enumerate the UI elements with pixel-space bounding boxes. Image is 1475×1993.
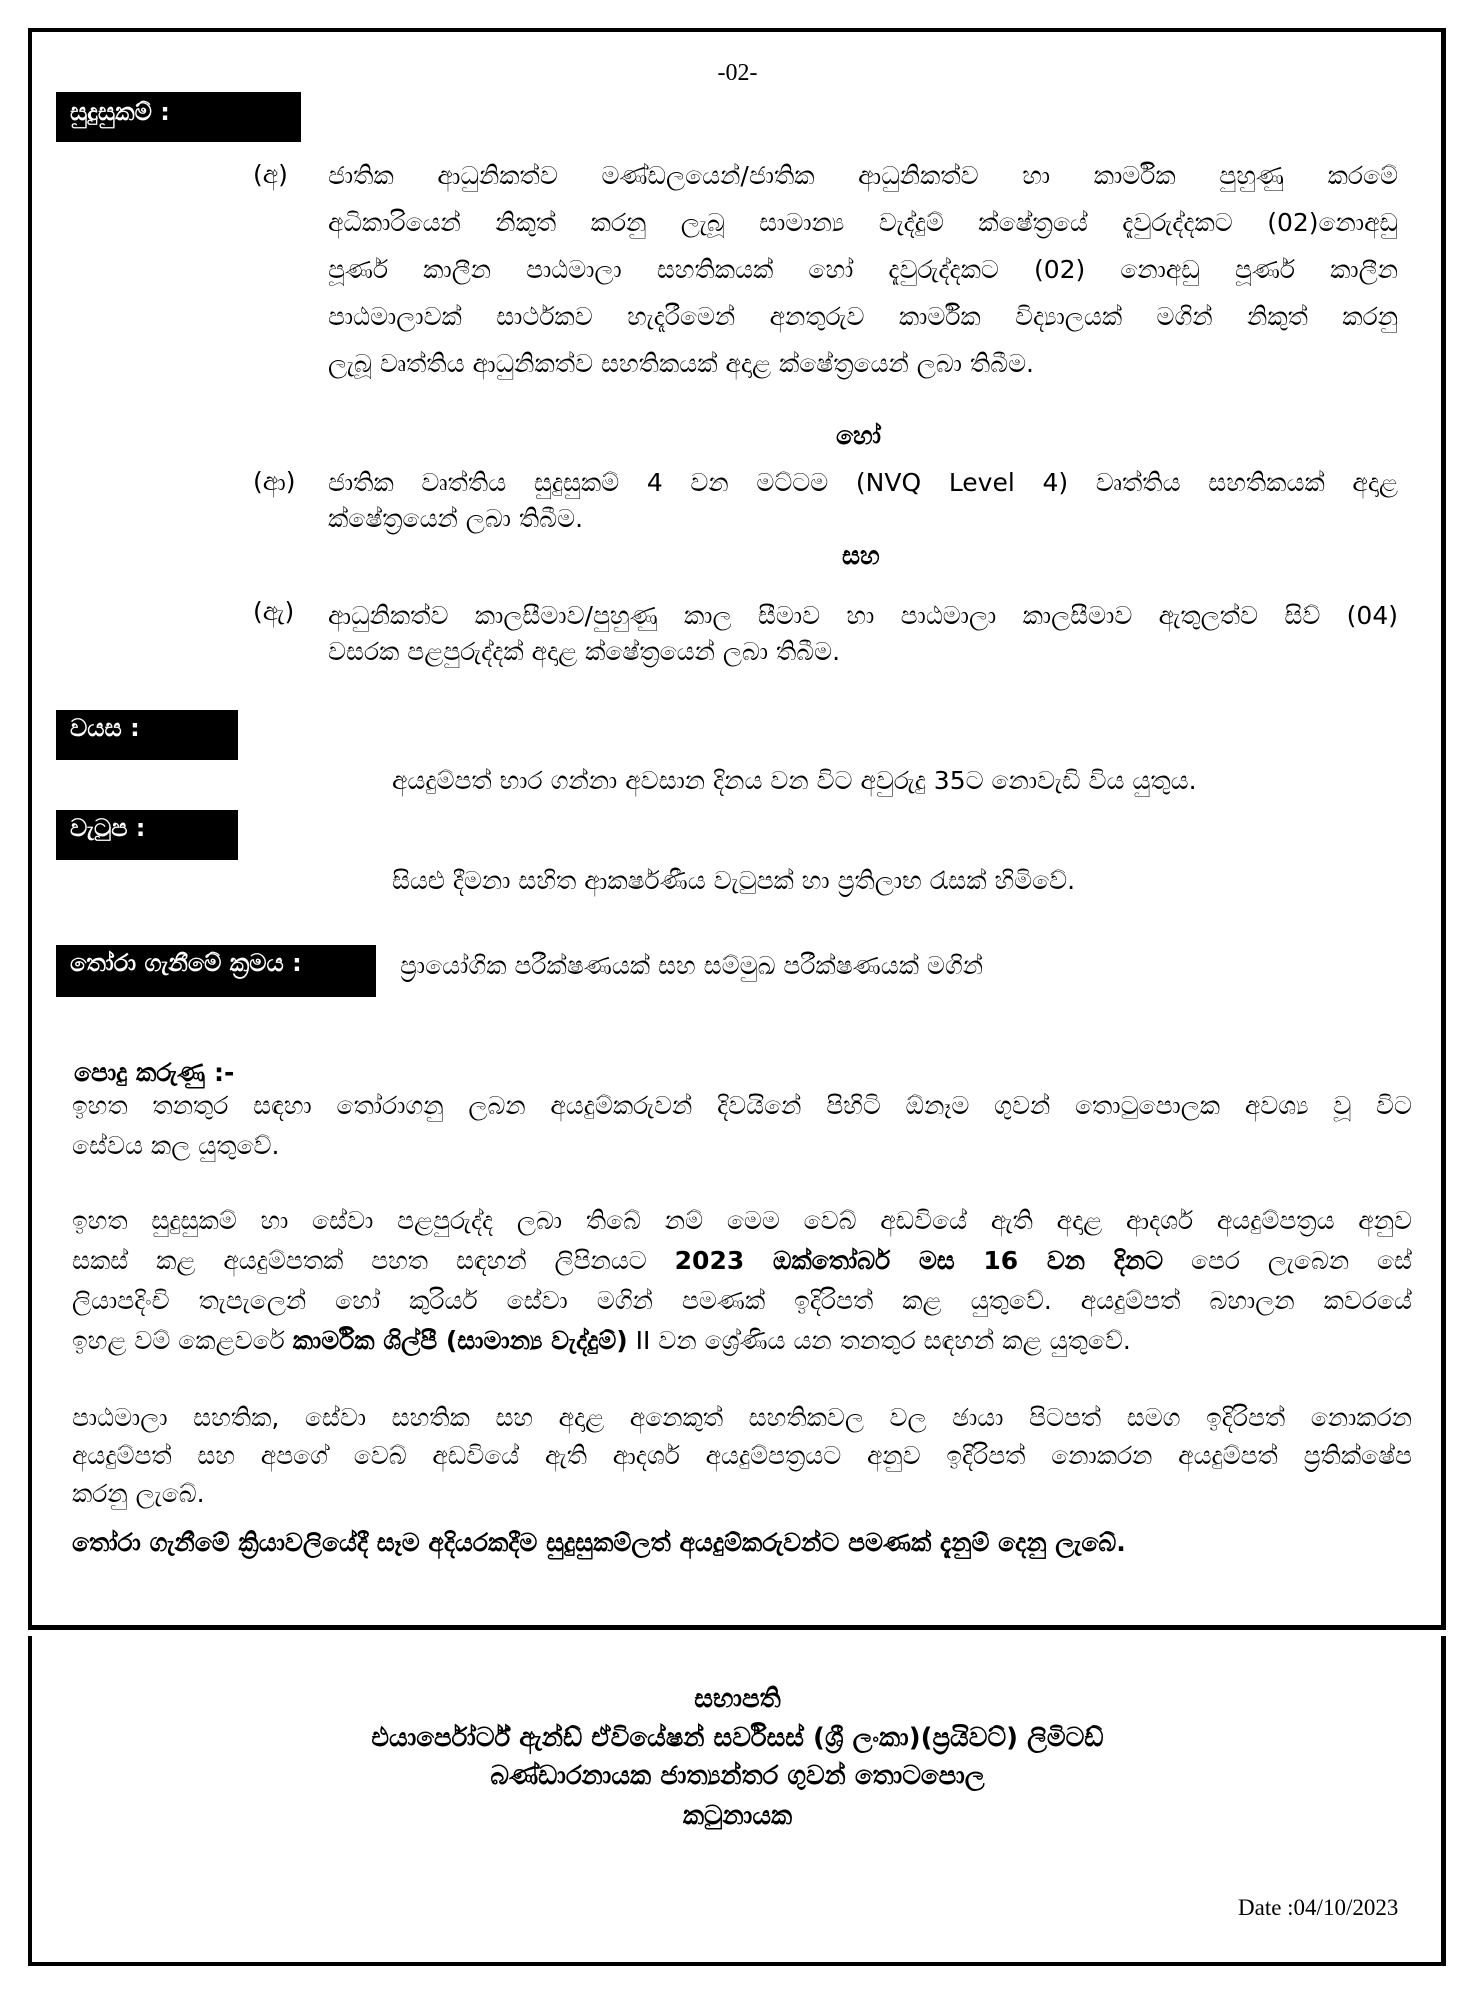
general-para-2-line: ලියාපදිංචි තැපැලෙන් හෝ කුරියර් සේවා මගින් පමණක් ඉදිරිපත් කළ යුතුවේ. අයදුම්පත් බහාලන කවරයේ	[72, 1286, 1412, 1315]
signatory-title: සභාපති	[694, 1684, 781, 1714]
item-a-line: ජාතික ආධුනිකත්ව මණ්ඩලයෙන්/ජාතික ආධුනිකත්ව හා කාර්මික පුහුණු කරමේ	[328, 161, 1398, 190]
selection-label: තෝරා ගැනීමේ ක්‍රමය :	[56, 945, 376, 997]
item-a-text	[328, 160, 1398, 395]
general-para-2	[72, 1205, 1412, 1365]
position-title: කාර්මික ශිල්පී (සාමාන්‍ය වැද්දුම්)	[292, 1326, 628, 1355]
document-date: Date :04/10/2023	[1238, 1895, 1399, 1920]
city-name: කටුනායක	[682, 1801, 793, 1831]
item-b-marker: (ආ)	[253, 467, 296, 496]
salary-text: සියළු දීමනා සහිත ආකර්ෂණීය වැටුපක් හා ප්‍රතිලාභ රැසක් හිමිවේ.	[392, 866, 1076, 895]
age-label: වයස :	[56, 710, 238, 760]
general-para-4: තෝරා ගැනීමේ ක්‍රියාවලියේදී සෑම අදියරකදීම සුදුසුකම්ලත් අයදුම්කරුවන්ට පමණක් දැනුම් දෙනු ලැබේ.	[72, 1528, 1126, 1557]
item-c-marker: (ඇ)	[253, 597, 295, 626]
deadline-prefix: සකස් කළ අයදුම්පතක් පහත සඳහන් ලිපිනයට	[72, 1246, 675, 1275]
general-heading: පොදු කරුණු :-	[74, 1058, 235, 1087]
qualifications-label: සුදුසුකම් :	[56, 92, 301, 142]
item-b-line: ජාතික වෘත්තිය සුදුසුකම් 4 වන මට්ටම (NVQ Level 4) වෘත්තිය සහතිකයක් අදාළ	[328, 468, 1398, 497]
item-a-line: පාඨමාලාවක් සාර්ථකව හැදෑරීමෙන් අනතුරුව කාර්මික විද්‍යාලයක් මගින් නිකුත් කරනු	[328, 302, 1398, 331]
deadline-date: 2023 ඔක්තෝබර් මස 16 වන දිනට	[674, 1246, 1164, 1275]
item-c-line: වසරක පළපුරුද්දක් අදාළ ක්ෂේත්‍රයෙන් ලබා තිබීම.	[328, 637, 841, 666]
general-para-1-line: ඉහත තනතුර සඳහා තෝරාගනු ලබන අයදුම්කරුවන් දිවයිනේ පිහිටි ඕනෑම ගුවන් තොටුපොලක අවශ්‍ය වූ විට	[72, 1091, 1412, 1120]
item-c-text	[328, 600, 1398, 672]
age-text: අයදුම්පත් භාර ගන්නා අවසාන දිනය වන විට අවුරුදු 35ට නොවැඩි විය යුතුය.	[392, 766, 1197, 795]
general-para-3-line: පාඨමාලා සහතික, සේවා සහතික සහ අදාළ අනෙකුත් සහතිකවල වල ඡායා පිටපත් සමග ඉදිරිපත් නොකරන	[72, 1403, 1412, 1432]
selection-text: ප්‍රායෝගික පරීක්ෂණයක් සහ සම්මුඛ පරීක්ෂණයක් මගින්	[400, 951, 984, 980]
page-number: -02-	[717, 60, 758, 86]
airport-name: බණ්ඩාරනායක ජාත්‍යන්තර ගුවන් තොටපොල	[490, 1761, 985, 1791]
deadline-suffix: පෙර ලැබෙන සේ	[1163, 1246, 1412, 1275]
item-b-text	[328, 467, 1398, 539]
envelope-suffix: II වන ශ්‍රේණිය යන තනතුර සඳහන් කළ යුතුවේ.	[627, 1326, 1131, 1355]
general-para-3-line: කරනු ලැබේ.	[72, 1479, 205, 1508]
and-separator: සහ	[842, 541, 880, 570]
general-para-3	[72, 1402, 1412, 1516]
item-a-line: ලැබූ වෘත්තිය ආධුනිකත්ව සහතිකයක් අදාළ ක්ෂේත්‍රයෙන් ලබා තිබීම.	[328, 349, 1035, 378]
item-b-line: ක්ෂේත්‍රයෙන් ලබා තිබීම.	[328, 504, 584, 533]
general-para-1-line: සේවය කල යුතුවේ.	[72, 1131, 280, 1160]
salary-label: වැටුප :	[56, 810, 238, 860]
general-para-3-line: අයදුම්පත් සහ අපගේ වෙබ් අඩවියේ ඇති ආදර්ශ අයදුම්පත්‍රයට අනුව ඉදිරිපත් නොකරන අයදුම්පත් ප්‍රතික්ෂේප	[72, 1441, 1412, 1470]
item-a-marker: (අ)	[253, 160, 288, 189]
general-para-2-line	[72, 1325, 1412, 1365]
item-c-line: ආධුනිකත්ව කාලසීමාව/පුහුණු කාල සීමාව හා පාඨමාලා කාලසීමාව ඇතුලත්ව සිව් (04)	[328, 601, 1398, 630]
general-para-1	[72, 1090, 1412, 1170]
or-separator: හෝ	[836, 421, 881, 450]
general-para-2-line	[72, 1245, 1412, 1285]
envelope-prefix: ඉහළ වම් කෙළවරේ	[72, 1326, 293, 1355]
item-a-line: අධිකාරියෙන් නිකුත් කරනු ලැබූ සාමාන්‍ය වැද්දුම් ක්ෂේත්‍රයේ දැවුරුද්දකට (02)නොඅඩු	[328, 208, 1398, 237]
general-para-2-line: ඉහත සුදුසුකම් හා සේවා පළපුරුද්ද ලබා තිබේ නම් මෙම වෙබ් අඩවියේ ඇති අදාළ ආදර්ශ අයදුම්පත්‍රය අනුව	[72, 1206, 1412, 1235]
company-name: එයාර්පෝර්ට් ඇන්ඩ් ඒවියේෂන් සර්විසස් (ශ්‍රී ලංකා)(ප්‍රයිවට්) ලිමිටඩ්	[371, 1723, 1104, 1753]
item-a-line: පූර්ණ කාලීන පාඨමාලා සහතිකයක් හෝ දැවුරුද්දකට (02) නොඅඩු පූර්ණ කාලීන	[328, 255, 1398, 284]
